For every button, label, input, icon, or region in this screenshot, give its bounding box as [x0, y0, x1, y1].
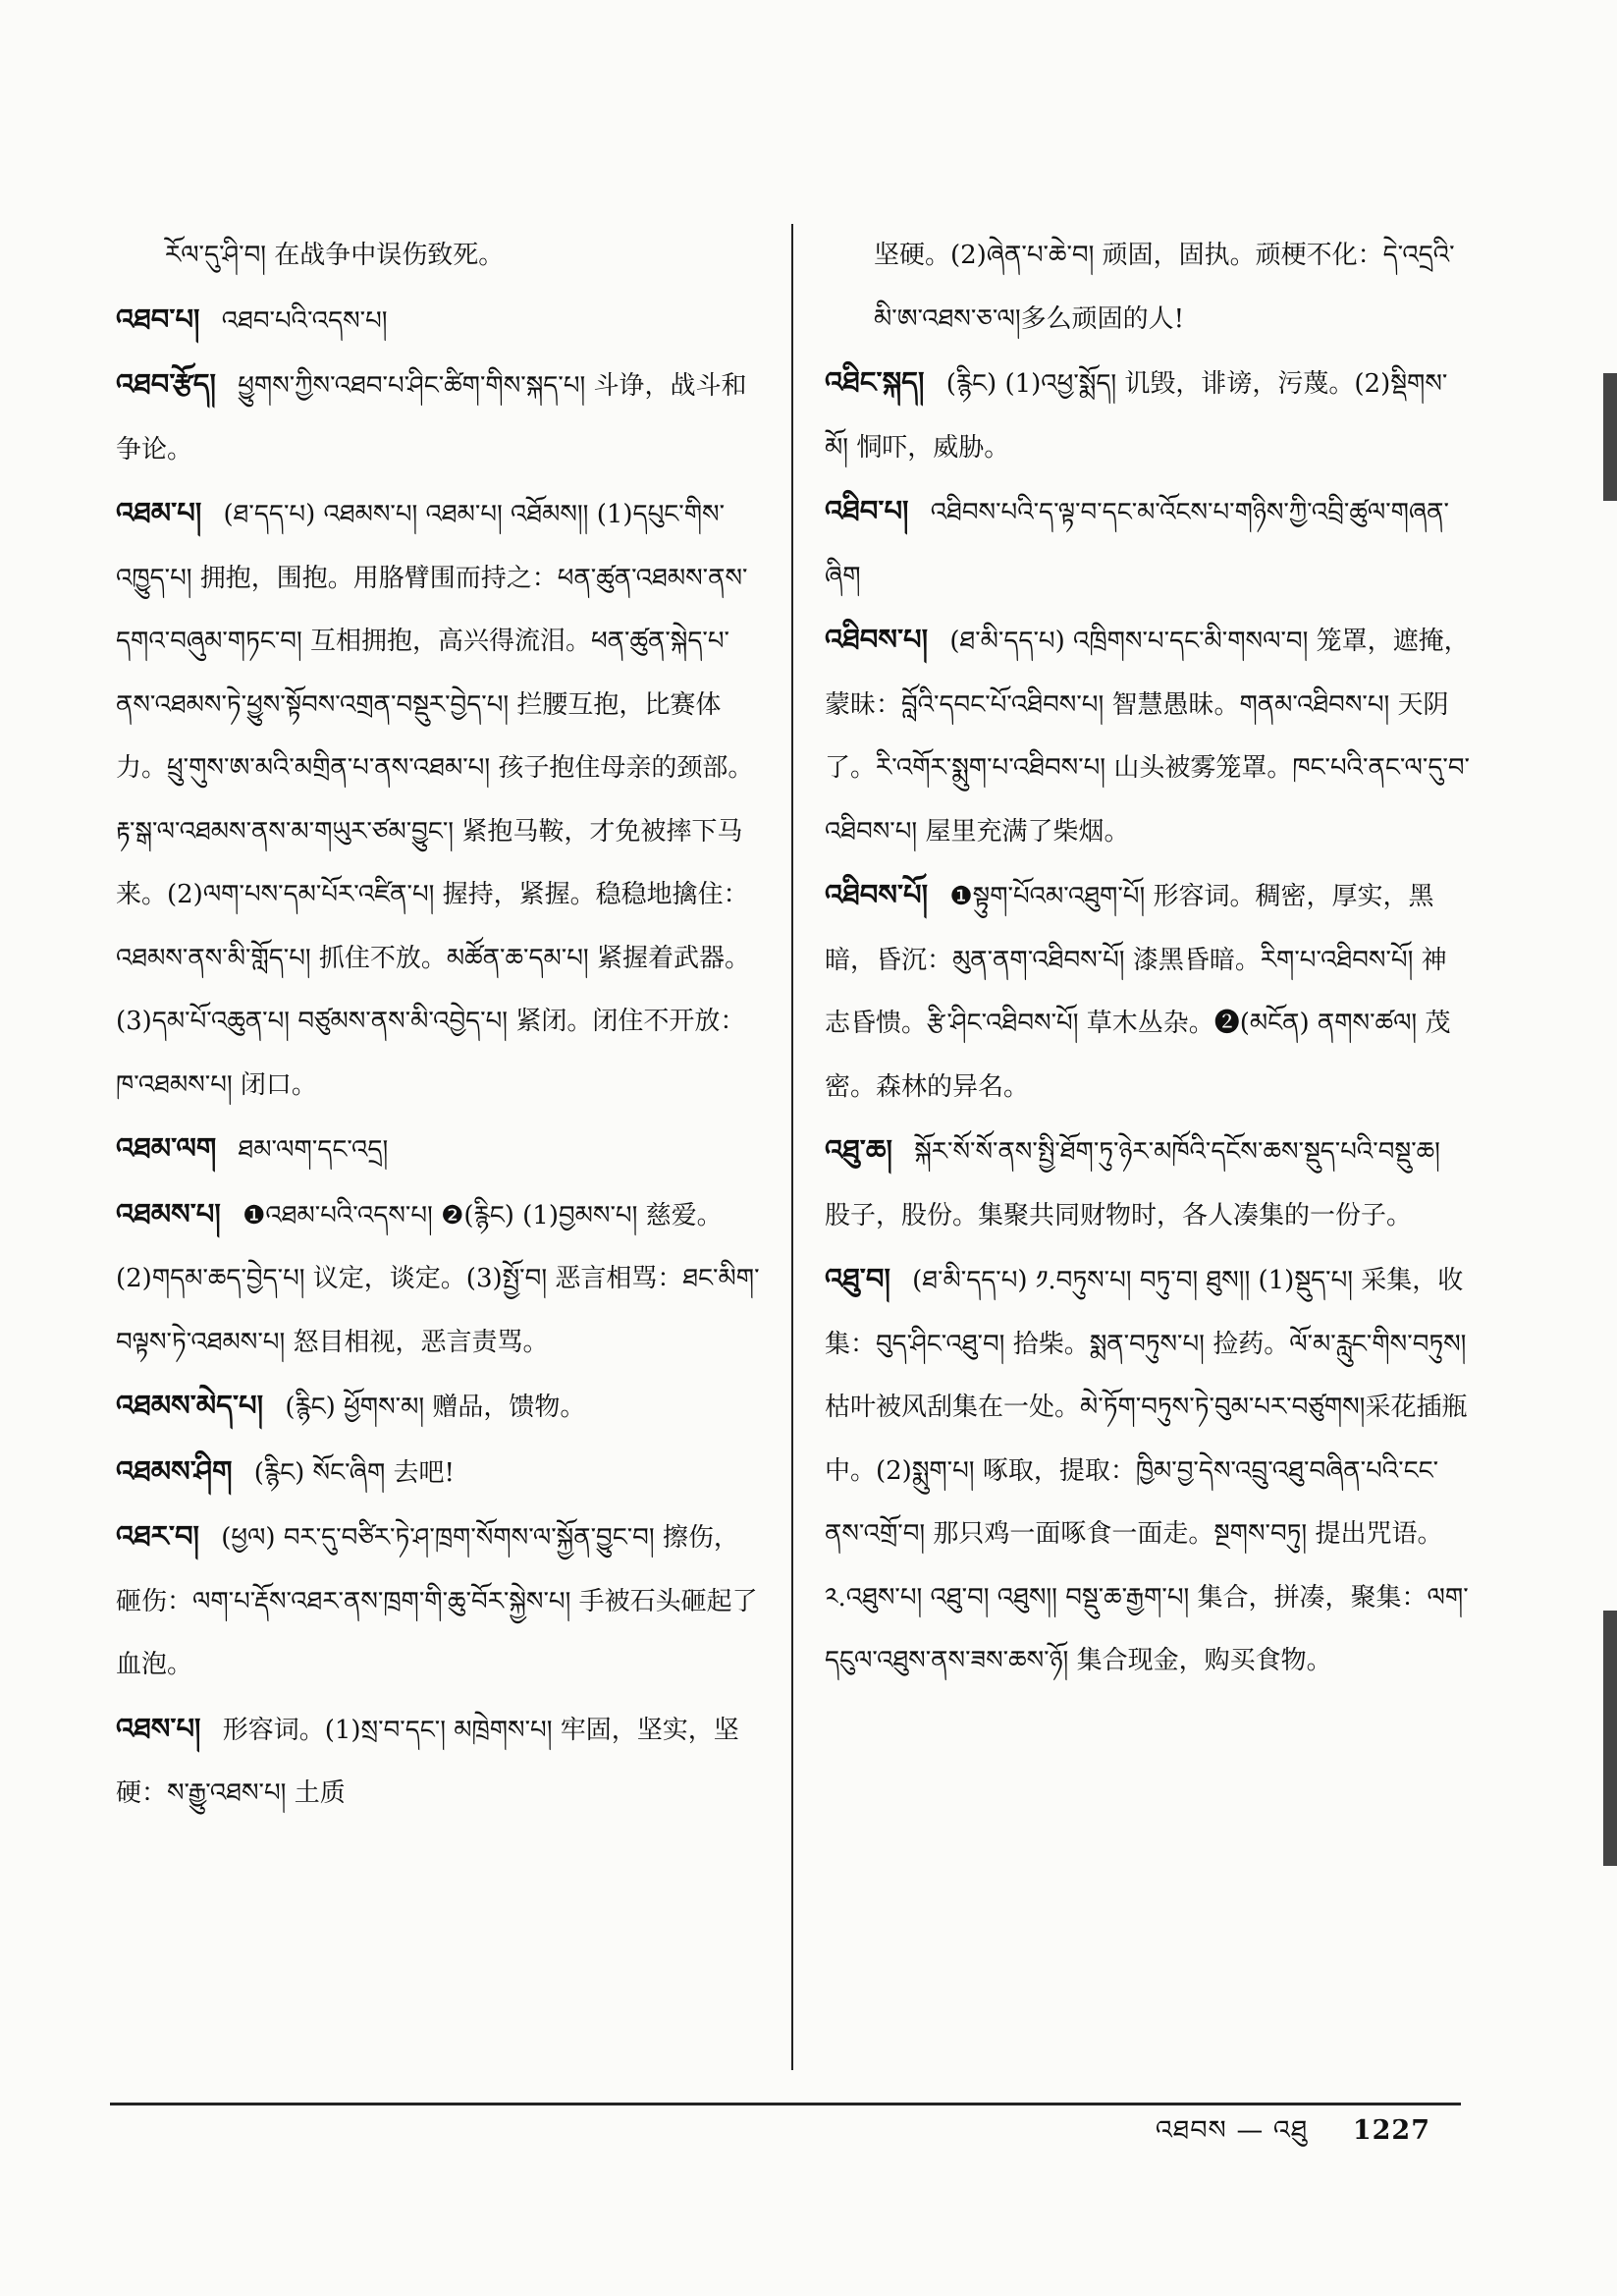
dictionary-entry: [825, 608, 1471, 863]
entry-body: (ཐ་དད་པ) འཐམས་པ། འཐམ་པ། འཐོམས།། (1)དཔུང་གིས་འཁྱུད་པ། 拥抱，围抱。用胳臂围而持之：ཕན་ཚུན་འཐམས་ནས་དགའ་བཞུམ་གཏང་བ། 互相拥抱，高兴得流泪。ཕན་ཚུན་སྐེད་པ་ནས་འཐམས་ཏེ་ཕྱུས་སྟོབས་འགྲན་བསྡུར་བྱེད་པ། 拦腰互抱，比赛体力。ཕྲུ་གུས་ཨ་མའི་མགྲིན་པ་ནས་འཐམ་པ། 孩子抱住母亲的颈部。རྟ་སྒ་ལ་འཐམས་ནས་མ་གཡུར་ཙམ་བྱུང་། 紧抱马鞍，才免被摔下马来。(2)ལག་པས་དམ་པོར་འཛིན་པ། 握持，紧握。稳稳地擒住：འཐམས་ནས་མི་གློད་པ། 抓住不放。མཚོན་ཆ་དམ་པ། 紧握着武器。(3)དམ་པོ་འཆུན་པ། བཙུམས་ནས་མི་འབྱེད་པ། 紧闭。闭住不开放：ཁ་འཐམས་པ། 闭口。: [116, 500, 754, 1100]
dictionary-entry: [116, 1117, 764, 1182]
entry-body: (རྙིང) (1)འཕྱ་སྨོད། 讥毁，诽谤，污蔑。(2)སྡིགས་མོ། 恫吓，威胁。: [825, 369, 1448, 463]
entry-continuation: [825, 224, 1471, 351]
dictionary-entry: [825, 479, 1471, 608]
dictionary-entry: [116, 481, 764, 1117]
dictionary-entry: [825, 863, 1471, 1119]
headword: འཐབ་པ།: [116, 301, 200, 336]
dictionary-entry: [116, 1440, 764, 1505]
headword: འཐིབ་པ།: [825, 494, 909, 527]
headword: འཐབ་རྩོད།: [116, 367, 216, 401]
headword: འཐུ་ཆ།: [825, 1133, 892, 1167]
headword: འཐམས་པ།: [116, 1196, 221, 1230]
headword: འཐིབས་པོ།: [825, 878, 929, 911]
dictionary-entry: [825, 351, 1471, 479]
entry-body: ❶སྟུག་པོའམ་འཐུག་པོ། 形容词。稠密，厚实，黑暗，昏沉：མུན་ནག་འཐིབས་པོ། 漆黑昏暗。རིག་པ་འཐིབས་པོ། 神志昏愦。རྩི་ཤིང་འཐིབས་པོ། 草木丛杂。❷(མངོན) ནགས་ཚལ། 茂密。森林的异名。: [825, 882, 1451, 1102]
entry-body: འཐིབས་པའི་ད་ལྟ་བ་དང་མ་འོངས་པ་གཉིས་ཀྱི་འབྲི་ཚུལ་གཞན་ཞིག: [825, 498, 1449, 591]
headword: འཐིང་སྐད།: [825, 365, 925, 399]
dictionary-entry: [116, 1697, 764, 1826]
entry-body: (རྙིང) སོང་ཞིག 去吧!: [253, 1457, 455, 1488]
column-divider: [791, 224, 793, 2070]
footer-rule: [110, 2103, 1461, 2105]
headword: འཐམ་པ།: [116, 496, 202, 529]
dictionary-entry: [116, 1504, 764, 1697]
dictionary-entry: [116, 353, 764, 481]
entry-body: 形容词。(1)སྲ་བ་དང་། མཁྲེགས་པ། 牢固，坚实，坚硬：ས་རྒྱུ་འཐས་པ། 土质: [116, 1715, 739, 1808]
headword: འཐུ་བ།: [825, 1262, 890, 1295]
headword: འཐམས་ཤིག: [116, 1453, 233, 1488]
left-column: [116, 224, 764, 1826]
guide-words: འཐབས — འཐུ: [1155, 2115, 1309, 2146]
dictionary-entry: [116, 288, 764, 354]
entry-body: ཕྱུགས་ཀྱིས་འཐབ་པ་ཤིང་ཚིག་གིས་སྐད་པ། 斗诤，战斗和争论。: [116, 371, 747, 465]
headword: འཐམས་མེད་པ།: [116, 1389, 264, 1422]
dictionary-entry: [116, 1182, 764, 1375]
entry-body: ❶འཐམ་པའི་འདས་པ། ❷(རྙིང) (1)བྱམས་པ། 慈爱。(2)གདམ་ཆད་བྱེད་པ། 议定，谈定。(3)སྤྱོ་བ། 恶言相骂：ཐང་མིག་བལྟས་ཏེ་འཐམས་པ། 怒目相视，恶言责骂。: [116, 1200, 760, 1357]
entry-body: 坚硬。(2)ཞེན་པ་ཆེ་བ། 顽固，固执。顽梗不化：དེ་འདྲའི་མི་ཨ་འཐས་ཅ་ལ།多么顽固的人!: [874, 241, 1455, 334]
entry-body: (རྙིང) ཕྱོགས་མ། 赠品，馈物。: [285, 1393, 586, 1422]
right-column: [825, 224, 1471, 1693]
headword: འཐས་པ།: [116, 1711, 201, 1745]
headword: འཐིབས་པ།: [825, 623, 929, 656]
scan-edge-mark: [1603, 1611, 1617, 1866]
entry-body: (ཐ་མི་དད་པ) ༡.བཏུས་པ། བཏུ་བ། ཐུས།། (1)སྡུད་པ། 采集，收集：བུད་ཤིང་འཐུ་བ། 拾柴。སྨན་བཏུས་པ། 捡药。ལོ་མ་རླུང་གིས་བཏུས། 枯叶被风刮集在一处。མེ་ཏོག་བཏུས་ཏེ་བུམ་པར་བཙུགས།采花插瓶中。(2)སྨུག་པ། 啄取，提取：ཁྱིམ་བྱ་དེས་འབྲུ་འཐུ་བཞིན་པའི་ངང་ནས་འགྲོ་བ། 那只鸡一面啄食一面走。སྔགས་བཏུ། 提出咒语。༢.འཐུས་པ། འཐུ་བ། འཐུས།། བསྡུ་ཆ་རྒྱག་པ། 集合，拼凑，聚集：ལག་དངུལ་འཐུས་ནས་ཟས་ཆས་ཉོ། 集合现金，购买食物。: [825, 1266, 1469, 1675]
headword: འཐམ་ལག: [116, 1131, 217, 1165]
scan-edge-mark: [1603, 373, 1617, 501]
entry-body: ཐམ་ལག་དང་འདྲ།: [238, 1135, 389, 1165]
page-footer: [1156, 2111, 1430, 2151]
entry-body: (ཕྱལ) བར་དུ་བཙིར་ཏེ་ཤ་ཁྲག་སོགས་ལ་སྐྱོན་བྱུང་བ། 擦伤，砸伤：ལག་པ་རྡོས་འཐར་ནས་ཁྲག་གི་ཆུ་བོར་སྐྱེས་པ། 手被石头砸起了血泡。: [116, 1523, 758, 1679]
entry-body: སྐོར་སོ་སོ་ནས་སྤྱི་ཐོག་ཏུ་ཉེར་མཁོའི་དངོས་ཆས་སྡུད་པའི་བསྡུ་ཆ། 股子，股份。集聚共同财物时，各人凑集的一份子。: [825, 1137, 1440, 1230]
page-number: 1227: [1352, 2115, 1430, 2146]
dictionary-entry: [825, 1119, 1471, 1247]
entry-body: (ཐ་མི་དད་པ) འཁྲིགས་པ་དང་མི་གསལ་བ། 笼罩，遮掩，蒙昧：བློའི་དབང་པོ་འཐིབས་པ། 智慧愚昧。གནམ་འཐིབས་པ། 天阴了。རི་འགོར་སྨུག་པ་འཐིབས་པ། 山头被雾笼罩。ཁང་པའི་ནང་ལ་དུ་བ་འཐིབས་པ། 屋里充满了柴烟。: [825, 627, 1470, 847]
entry-body: རོལ་དུ་ཤི་བ། 在战争中误伤致死。: [165, 241, 505, 270]
entry-continuation: [116, 224, 764, 288]
headword: འཐར་བ།: [116, 1519, 199, 1553]
entry-body: འཐབ་པའི་འདས་པ།: [221, 305, 388, 336]
dictionary-entry: [116, 1374, 764, 1440]
dictionary-entry: [825, 1247, 1471, 1693]
